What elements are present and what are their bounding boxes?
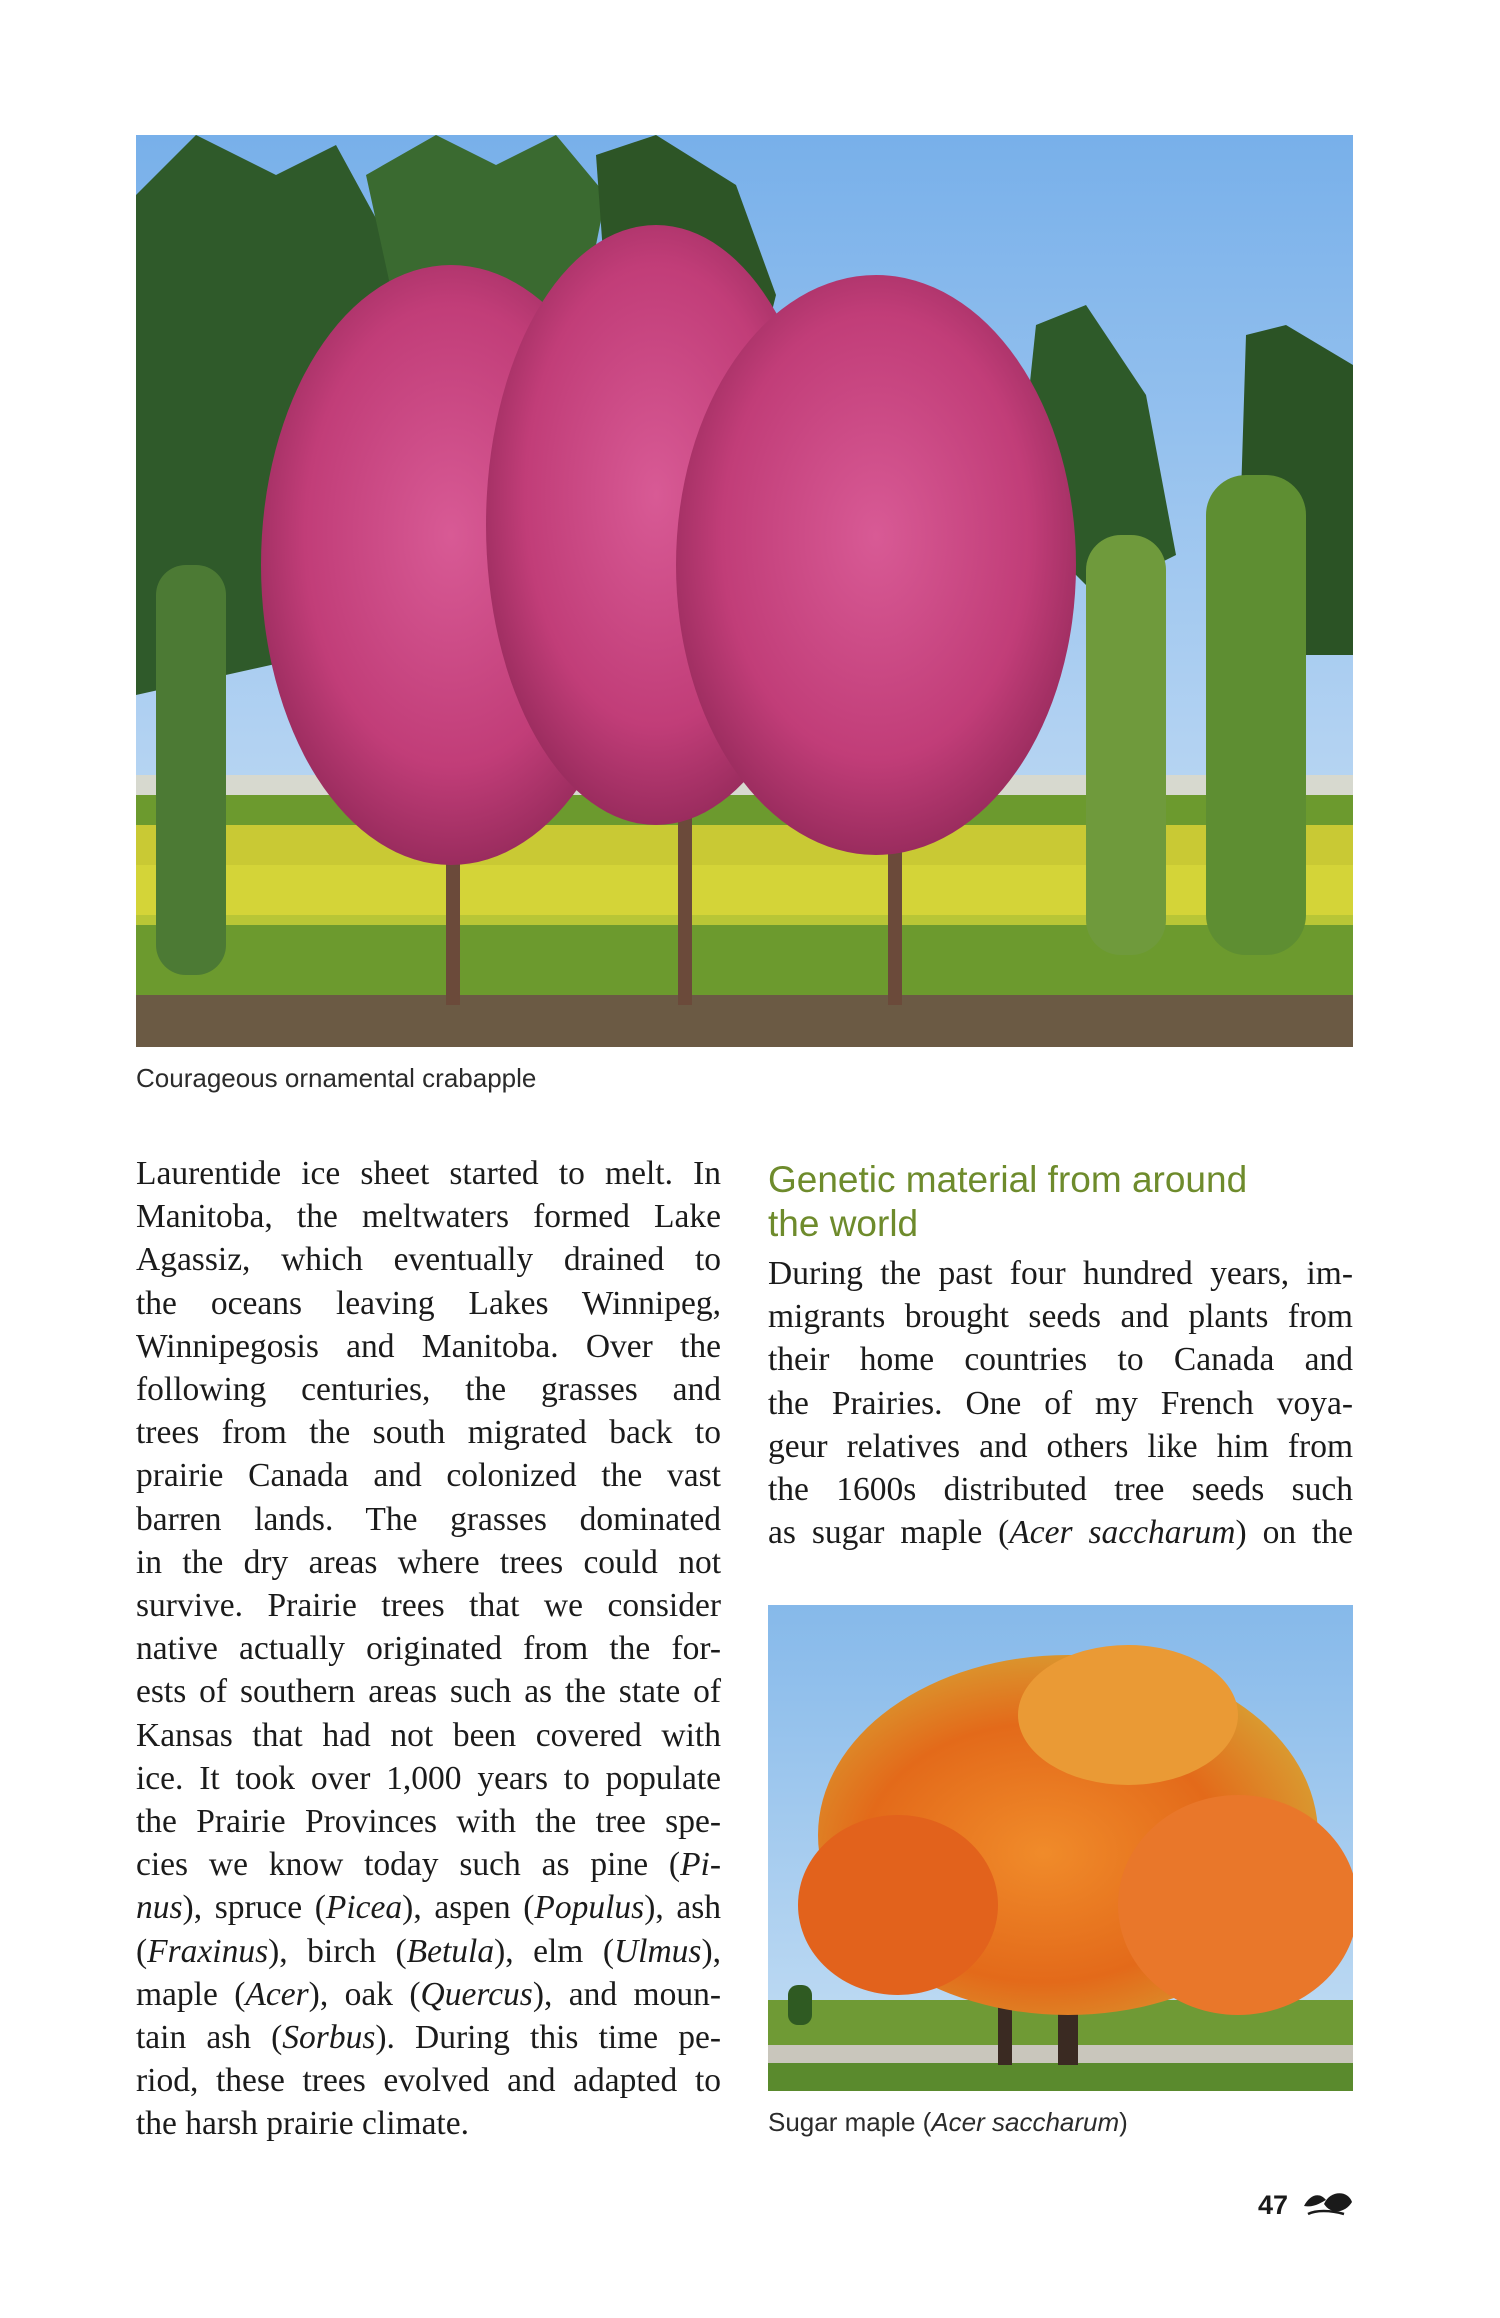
text-line-genus: tain ash (Sorbus). During this time pe- — [136, 2019, 722, 2057]
crabapple-photo — [136, 135, 1353, 1047]
leaf-ornament-icon — [1300, 2188, 1354, 2220]
text-line: the Prairie Provinces with the tree spe- — [136, 1803, 721, 1841]
text-line: barren lands. The grasses dominated — [136, 1500, 721, 1538]
text-line: the harsh prairie climate. — [136, 2105, 469, 2143]
text-line: the Prairies. One of my French voya- — [768, 1384, 1353, 1422]
text-line: native actually originated from the for- — [136, 1630, 721, 1668]
text-line: Kansas that had not been covered with — [136, 1716, 721, 1754]
page-number: 47 — [1258, 2190, 1289, 2220]
section-heading: Genetic material from around the world — [768, 1159, 1248, 1244]
text-line: the oceans leaving Lakes Winnipeg, — [136, 1284, 721, 1322]
text-line: riod, these trees evolved and adapted to — [136, 2062, 721, 2100]
text-line: prairie Canada and colonized the vast — [136, 1457, 721, 1495]
text-line: trees from the south migrated back to — [136, 1414, 721, 1452]
text-line: geur relatives and others like him from — [768, 1427, 1353, 1465]
text-line: ests of southern areas such as the state of — [136, 1673, 721, 1711]
text-line: During the past four hundred years, im- — [768, 1255, 1353, 1292]
text-line: in the dry areas where trees could not — [136, 1543, 721, 1581]
text-line-genus: cies we know today such as pine (Pi- — [136, 1846, 721, 1884]
text-line-genus: nus), spruce (Picea), aspen (Populus), ash — [136, 1889, 721, 1927]
right-column-text — [768, 1252, 1353, 1554]
text-line: Agassiz, which eventually drained to — [136, 1241, 721, 1279]
text-line-species: as sugar maple (Acer saccharum) on the — [768, 1514, 1353, 1552]
sugar-maple-photo — [768, 1605, 1353, 2091]
text-line: survive. Prairie trees that we consider — [136, 1587, 721, 1625]
text-line: following centuries, the grasses and — [136, 1371, 721, 1409]
text-line: Laurentide ice sheet started to melt. In — [136, 1155, 721, 1192]
text-line: migrants brought seeds and plants from — [768, 1298, 1353, 1336]
text-line: Manitoba, the meltwaters formed Lake — [136, 1198, 721, 1236]
text-line: their home countries to Canada and — [768, 1341, 1353, 1379]
crabapple-caption: Courageous ornamental crabapple — [136, 1063, 537, 1093]
text-line: the 1600s distributed tree seeds such — [768, 1471, 1353, 1509]
left-column-text — [136, 1152, 721, 2146]
text-line-genus: (Fraxinus), birch (Betula), elm (Ulmus), — [136, 1932, 721, 1970]
text-line: Winnipegosis and Manitoba. Over the — [136, 1327, 721, 1365]
text-line-genus: maple (Acer), oak (Quercus), and moun- — [136, 1975, 721, 2013]
text-line: ice. It took over 1,000 years to populate — [136, 1759, 721, 1797]
sugar-maple-caption: Sugar maple (Acer saccharum) — [768, 2107, 1128, 2137]
